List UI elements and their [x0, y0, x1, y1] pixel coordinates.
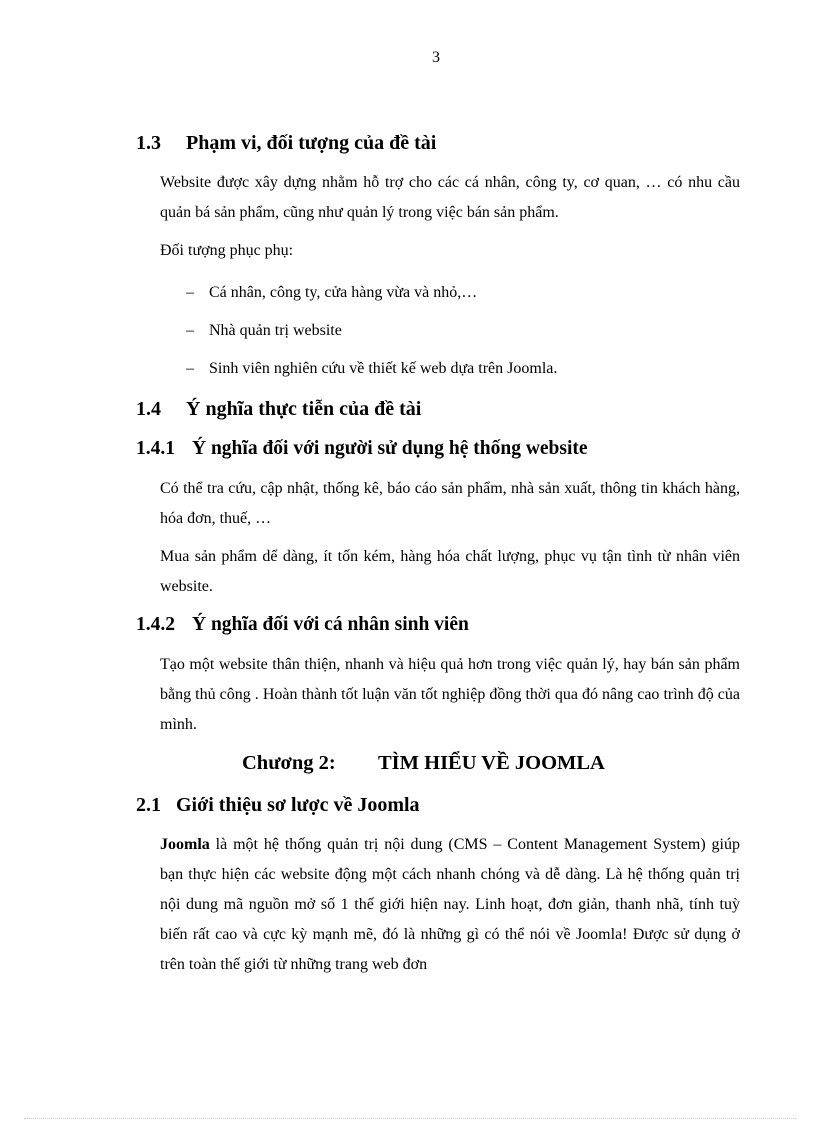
paragraph: Có thể tra cứu, cập nhật, thống kê, báo cáo sản phẩm, nhà sản xuất, thông tin khách hàng, hóa đơn, thuế, … — [160, 480, 740, 527]
document-body — [136, 128, 740, 988]
list-item-text: Sinh viên nghiên cứu về thiết kế web dựa trên Joomla. — [209, 360, 558, 377]
section-number: 1.3 — [136, 132, 161, 154]
dash-bullet: – — [186, 284, 194, 301]
subsection-title: Ý nghĩa đối với cá nhân sinh viên — [192, 614, 469, 635]
joomla-term: Joomla — [160, 836, 210, 853]
subsection-number: 1.4.2 — [136, 614, 175, 635]
paragraph-joomla-intro — [160, 830, 740, 980]
dash-bullet: – — [186, 360, 194, 377]
target-list — [136, 274, 740, 388]
chapter-heading — [136, 748, 740, 778]
section-number: 1.4 — [136, 398, 161, 420]
section-number: 2.1 — [136, 794, 161, 816]
section-heading-1-3 — [136, 128, 740, 158]
paragraph: Website được xây dựng nhằm hỗ trợ cho các cá nhân, công ty, cơ quan, … có nhu cầu quản bá sản phẩm, cũng như quản lý trong việc bán sản phẩm. — [160, 174, 740, 221]
list-item — [136, 274, 740, 312]
list-item-text: Cá nhân, công ty, cửa hàng vừa và nhỏ,… — [209, 284, 478, 301]
paragraph-text: là một hệ thống quản trị nội dung (CMS – Content Management System) giúp bạn thực hiện các website động một cách nhanh chóng và dễ dàng. Là hệ thống quản trị nội dung mã nguồn mở số 1 thế giới hiện nay. Linh hoạt, đơn giản, thanh nhã, tính tuỳ biến rất cao và cực kỳ mạnh mẽ, đó là những gì có thể nói về Joomla! Được sử dụng ở trên toàn thế giới từ những trang web đơn — [160, 836, 740, 973]
dash-bullet: – — [186, 322, 194, 339]
subsection-heading-1-4-2 — [136, 610, 740, 640]
list-item-text: Nhà quản trị website — [209, 322, 342, 339]
page-number: 3 — [432, 49, 440, 66]
list-item — [136, 312, 740, 350]
section-title: Giới thiệu sơ lược về Joomla — [176, 794, 420, 816]
subsection-number: 1.4.1 — [136, 438, 175, 459]
page-bottom-border — [24, 1118, 796, 1119]
chapter-title: TÌM HIỂU VỀ JOOMLA — [378, 752, 605, 774]
section-title: Phạm vi, đối tượng của đề tài — [186, 132, 437, 154]
paragraph: Mua sản phẩm dể dàng, ít tốn kém, hàng hóa chất lượng, phục vụ tận tình từ nhân viên website. — [160, 548, 740, 595]
chapter-number: Chương 2: — [242, 752, 336, 774]
subsection-heading-1-4-1 — [136, 434, 740, 464]
section-title: Ý nghĩa thực tiễn của đề tài — [186, 398, 422, 420]
subsection-title: Ý nghĩa đối với người sử dụng hệ thống website — [192, 438, 588, 459]
section-heading-2-1 — [136, 790, 740, 820]
paragraph: Đối tượng phục phụ: — [160, 242, 294, 259]
list-item — [136, 350, 740, 388]
section-heading-1-4 — [136, 394, 740, 424]
paragraph: Tạo một website thân thiện, nhanh và hiệu quả hơn trong việc quản lý, hay bán sản phẩm bằng thủ công . Hoàn thành tốt luận văn tốt nghiệp đồng thời qua đó nâng cao trình độ của mình. — [160, 656, 740, 733]
